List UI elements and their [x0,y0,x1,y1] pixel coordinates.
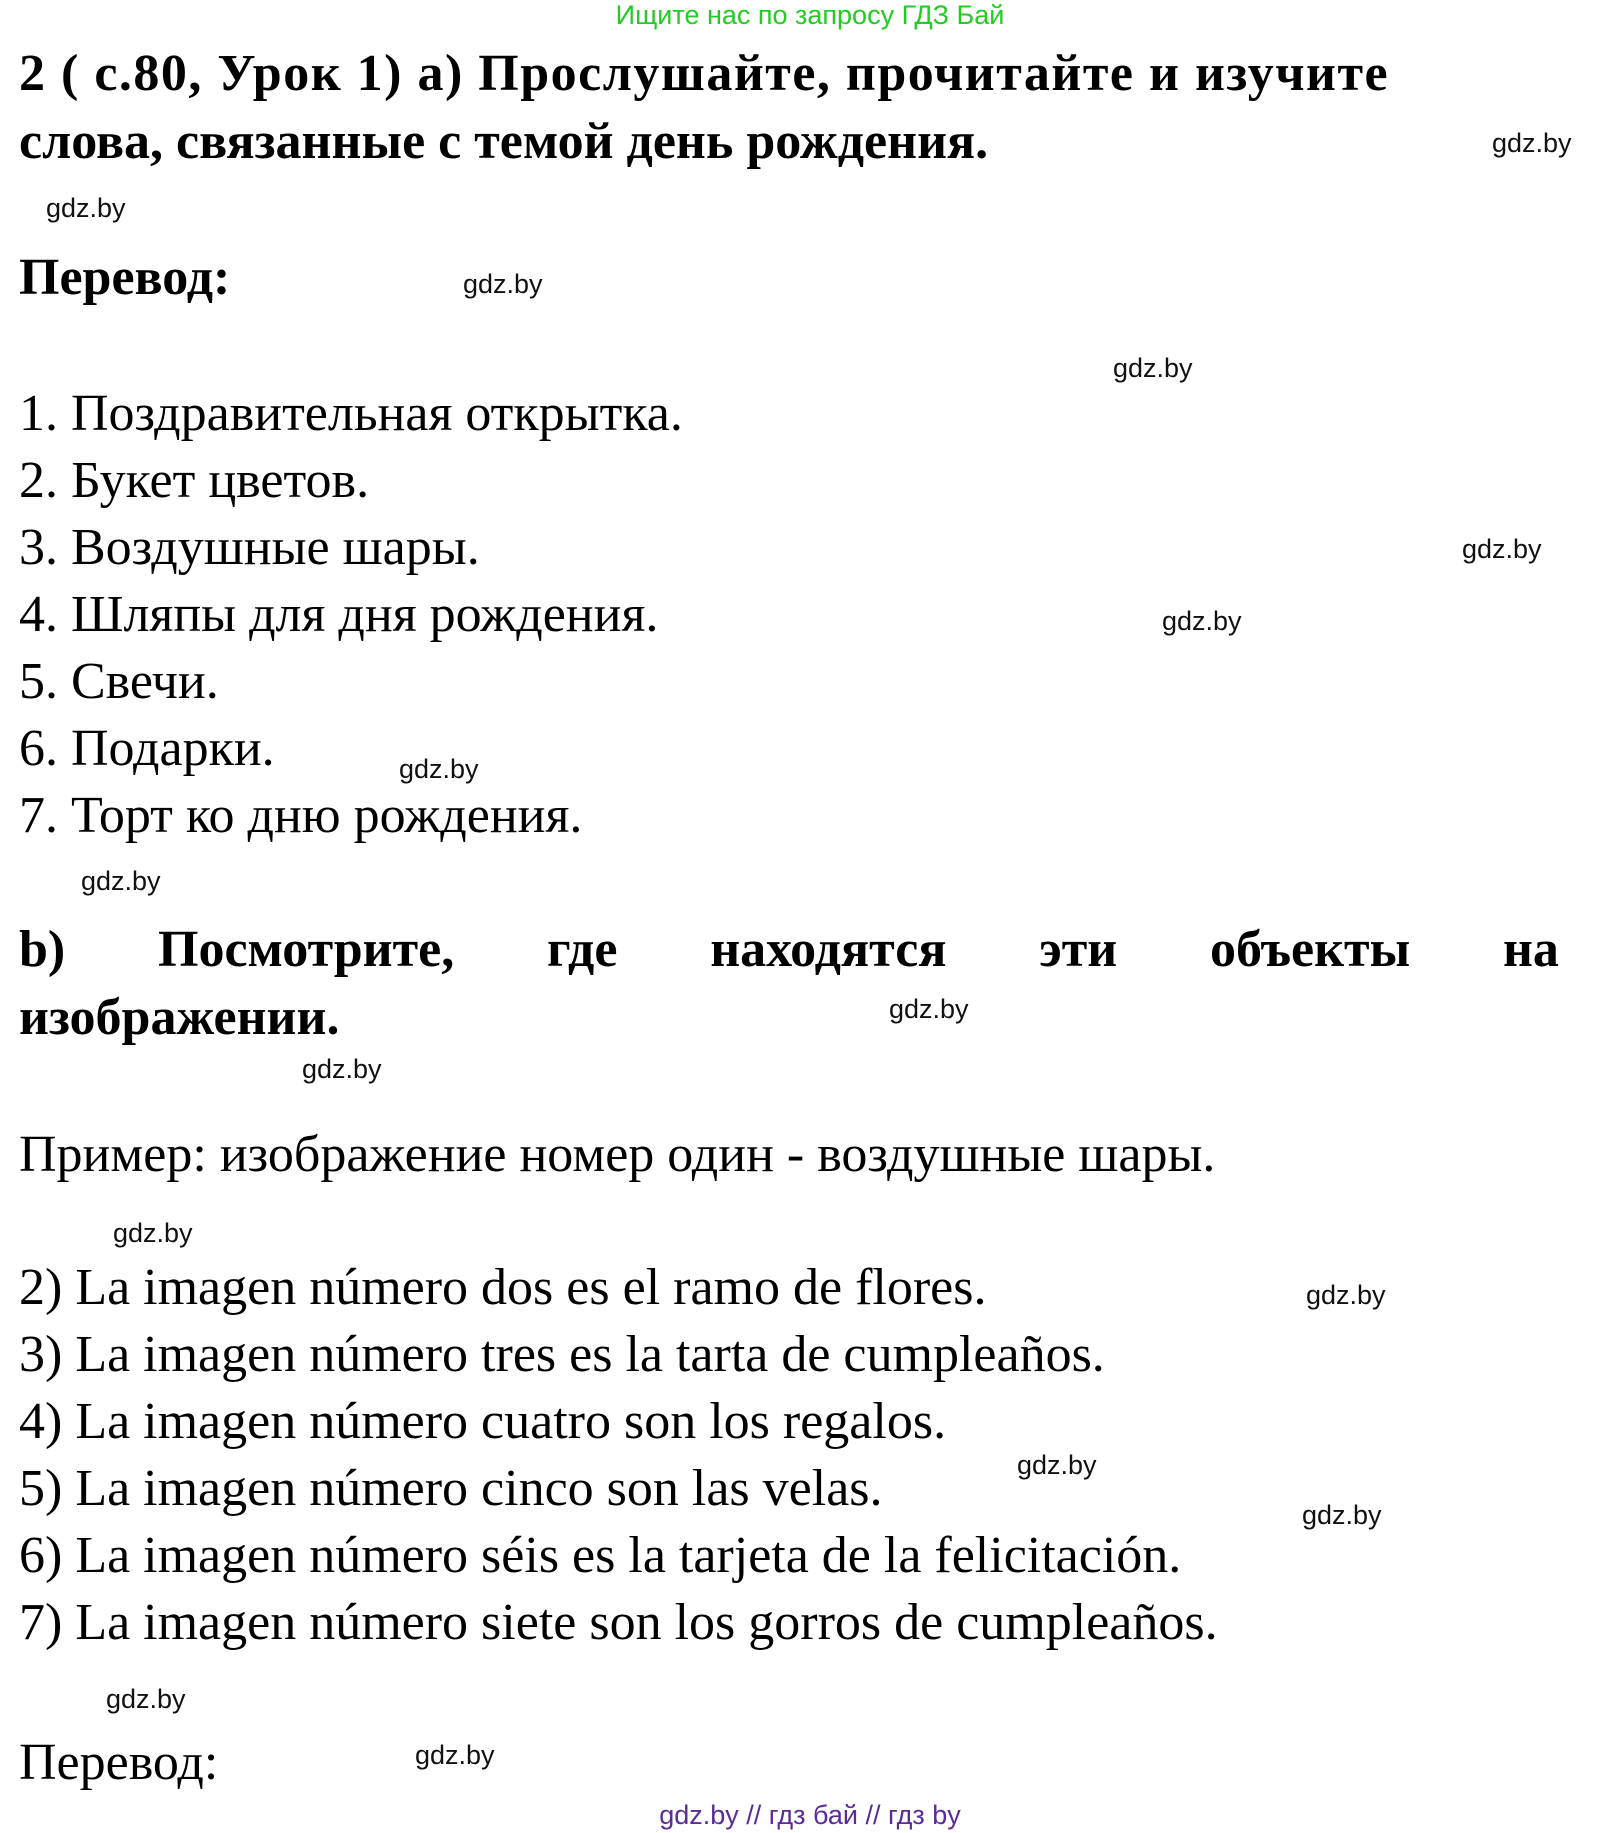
part-b-instruction-line2: изображении. [19,989,340,1046]
watermark: gdz.by [81,866,161,896]
watermark: gdz.by [1162,606,1242,636]
watermark: gdz.by [106,1684,186,1714]
watermark: gdz.by [463,269,543,299]
watermark: gdz.by [889,994,969,1024]
watermark: gdz.by [1113,353,1193,383]
list-item: 6. Подарки. [19,720,275,777]
watermark: gdz.by [1306,1280,1386,1310]
list-item: 4. Шляпы для дня рождения. [19,586,659,643]
watermark: gdz.by [399,754,479,784]
watermark: gdz.by [302,1054,382,1084]
watermark: gdz.by [113,1218,193,1248]
part-b-instruction-line1 [19,920,1559,979]
list-item: 1. Поздравительная открытка. [19,385,683,442]
answer-line: 3) La imagen número tres es la tarta de cumpleaños. [19,1326,1105,1383]
watermark: gdz.by [1302,1500,1382,1530]
title-text-line1: 2 ( с.80, Урок 1) a) Прослушайте, прочитайте и изучите [19,45,1390,102]
word: находятся [710,921,947,978]
watermark: gdz.by [1017,1450,1097,1480]
list-item: 2. Букет цветов. [19,452,370,509]
translation-heading-2: Перевод: [19,1734,219,1791]
word: b) [19,921,66,978]
list-item: 5. Свечи. [19,653,219,710]
word: Посмотрите, [158,921,455,978]
example-sentence: Пример: изображение номер один - воздушные шары. [19,1126,1216,1183]
watermark: gdz.by [46,193,126,223]
list-item: 3. Воздушные шары. [19,519,480,576]
word: где [547,921,618,978]
watermark: gdz.by [415,1740,495,1770]
answer-line: 6) La imagen número séis es la tarjeta de la felicitación. [19,1527,1182,1584]
watermark: gdz.by [1462,534,1542,564]
exercise-title-line1 [19,40,1559,108]
answer-line: 2) La imagen número dos es el ramo de flores. [19,1259,987,1316]
top-banner[interactable]: Ищите нас по запросу ГДЗ Бай [615,0,1005,30]
word: объекты [1209,921,1411,978]
list-item: 7. Торт ко дню рождения. [19,787,583,844]
translation-heading: Перевод: [19,249,231,306]
word: эти [1039,921,1118,978]
exercise-title-line2: слова, связанные с темой день рождения. [19,113,989,170]
watermark: gdz.by [1492,128,1572,158]
footer-links[interactable]: gdz.by // гдз бай // гдз by [659,1800,961,1830]
answer-line: 5) La imagen número cinco son las velas. [19,1460,883,1517]
answer-line: 4) La imagen número cuatro son los regalos. [19,1393,947,1450]
word: на [1502,921,1559,978]
answer-line: 7) La imagen número siete son los gorros de cumpleaños. [19,1594,1218,1651]
